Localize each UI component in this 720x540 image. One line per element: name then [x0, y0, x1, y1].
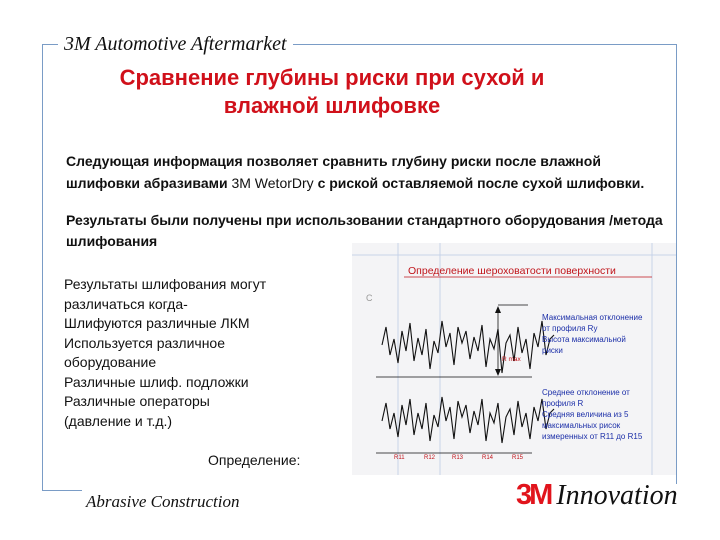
brand-footer: Abrasive Construction [82, 492, 243, 512]
list-item: Используется различное [64, 334, 225, 351]
definition-label: Определение: [208, 452, 301, 468]
r-label: R14 [482, 455, 494, 461]
3m-innovation-logo [516, 479, 678, 512]
rmax-label: R max [502, 356, 521, 363]
frame-bottom-line [42, 490, 82, 491]
intro-text-1: Следующая информация позволяет сравнить глубину риски после влажной шлифовки абразивами [66, 153, 601, 191]
r-label: R13 [452, 455, 464, 461]
diagram-corner-mark: C [366, 293, 373, 303]
diagram-title: Определение шероховатости поверхности [408, 265, 616, 277]
ry-description-line: от профиля Ry [542, 324, 598, 333]
variation-list-heading: Результаты шлифования могут [64, 276, 267, 292]
intro-product-name: 3M WetorDry [227, 175, 318, 191]
ry-description-line: Высота максимальной [542, 335, 626, 344]
rz-description-line: Среднее отклонение от [542, 388, 630, 397]
ry-description-line: риски [542, 346, 563, 355]
intro-text-2: с риской оставляемой после сухой шлифовки. [317, 175, 645, 191]
rz-description-line: максимальных рисок [542, 421, 621, 430]
brand-header: 3M Automotive Aftermarket [58, 33, 293, 56]
list-item: (давление и т.д.) [64, 412, 173, 429]
list-item: Шлифуются различные ЛКМ [64, 315, 250, 331]
frame-left-line [42, 44, 43, 490]
r-label: R11 [394, 455, 405, 461]
3m-logo-mark: 3M [516, 479, 551, 511]
rz-description-line: измеренных от R11 до R15 [542, 432, 643, 441]
list-item: Различные шлиф. подложки [64, 373, 249, 390]
variation-list [64, 275, 354, 431]
ry-description-line: Максимальная отклонение [542, 313, 643, 322]
rz-description-line: профиля R [542, 399, 584, 408]
list-item: Различные операторы [64, 393, 210, 409]
r-label: R15 [512, 455, 524, 461]
slide-title [52, 64, 612, 120]
innovation-wordmark: Innovation [556, 480, 678, 511]
rz-description-line: Средняя величина из 5 [542, 410, 629, 419]
roughness-diagram [352, 243, 676, 475]
r-label: R12 [424, 455, 436, 461]
list-item: различаться когда- [64, 295, 188, 312]
slide-title-line-1: Сравнение глубины риски при сухой и [119, 65, 545, 90]
list-item: оборудование [64, 354, 157, 370]
intro-paragraph [66, 150, 666, 194]
roughness-diagram-svg [352, 243, 676, 475]
results-paragraph: Результаты были получены при использовании стандартного оборудования /метода шлифования [66, 212, 663, 249]
frame-right-line [676, 44, 677, 484]
slide-title-line-2: влажной шлифовке [223, 93, 441, 118]
